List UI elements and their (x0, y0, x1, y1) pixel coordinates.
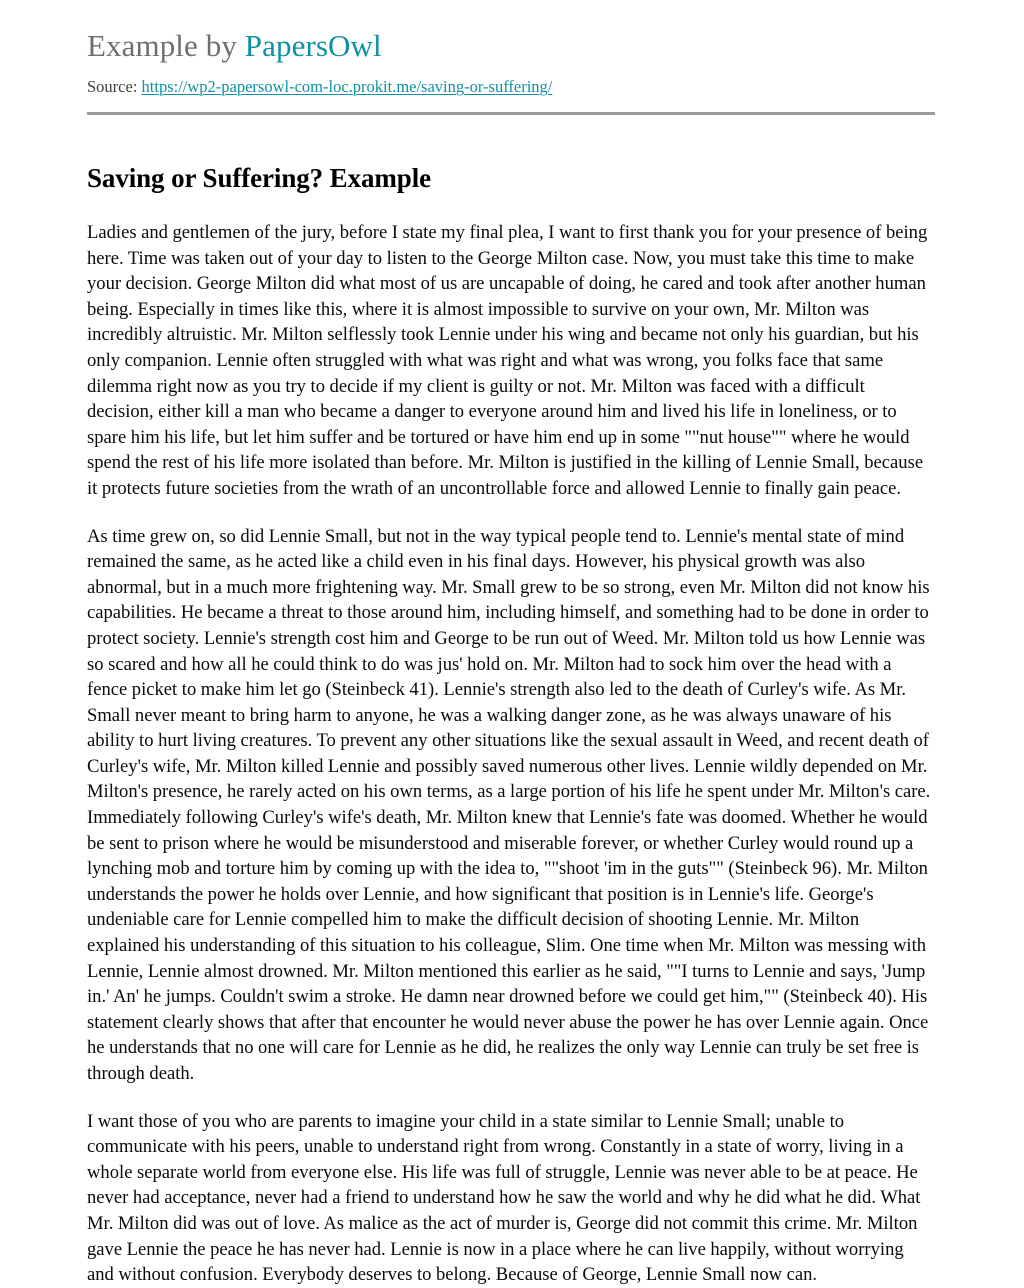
brand-heading (87, 26, 935, 66)
article-body (87, 162, 935, 1288)
source-line (87, 76, 935, 98)
article-paragraph: I want those of you who are parents to imagine your child in a state similar to Lennie Small; unable to communicate with his peers, unable to understand right from wrong. Constantly in a state of worry, living in a whole separate world from everyone else. His life was full of struggle, Lennie was never able to be at peace. He never had acceptance, never had a friend to understand how he saw the world and why he did what he did. What Mr. Milton did was out of love. As malice as the act of murder is, George did not commit this crime. Mr. Milton gave Lennie the peace he has never had. Lennie is now in a place where he can live happily, without worrying and without confusion. Everybody deserves to belong. Because of George, Lennie Small now can. (87, 1110, 921, 1286)
document-header (87, 0, 935, 115)
source-label: Source: (87, 77, 142, 96)
header-divider (87, 112, 935, 115)
article-paragraph: As time grew on, so did Lennie Small, but not in the way typical people tend to. Lennie's mental state of mind remained the same, as he acted like a child even in his final days. However, his physical growth was also abnormal, but in a much more frightening way. Mr. Small grew to be so strong, even Mr. Milton did not know his capabilities. He became a threat to those around him, including himself, and something had to be done in order to protect society. Lennie's strength cost him and George to be run out of Weed. Mr. Milton told us how Lennie was so scared and how all he could think to do was jus' hold on. Mr. Milton had to sock him over the head with a fence picket to make him let go (Steinbeck 41). Lennie's strength also led to the death of Curley's wife. As Mr. Small never meant to bring harm to anyone, he was a walking danger zone, as he was always unaware of his ability to hurt living creatures. To prevent any other situations like the sexual assault in Weed, and recent death of Curley's wife, Mr. Milton killed Lennie and possibly saved numerous other lives. Lennie wildly depended on Mr. Milton's presence, he rarely acted on his own terms, as a large portion of his life he spent under Mr. Milton's care. Immediately following Curley's wife's death, Mr. Milton knew that Lennie's fate was doomed. Whether he would be sent to prison where he would be misunderstood and miserable forever, or whether Curley would round up a lynching mob and torture him by coming up with the idea to, ""shoot 'im in the guts"" (Steinbeck 96). Mr. Milton understands the power he holds over Lennie, and how significant that position is in Lennie's life. George's undeniable care for Lennie compelled him to make the difficult decision of shooting Lennie. Mr. Milton explained his understanding of this situation to his colleague, Slim. One time when Mr. Milton was messing with Lennie, Lennie almost drowned. Mr. Milton mentioned this earlier as he said, ""I turns to Lennie and says, 'Jump in.' An' he jumps. Couldn't swim a stroke. He damn near drowned before we could get him,"" (Steinbeck 40). His statement clearly shows that after that encounter he would never abuse the power he has over Lennie again. Once he understands that no one will care for Lennie as he did, he realizes the only way Lennie can truly be set free is through death. (87, 525, 931, 1084)
article-paragraph: Ladies and gentlemen of the jury, before I state my final plea, I want to first thank you for your presence of being here. Time was taken out of your day to listen to the George Milton case. Now, you must take this time to make your decision. George Milton did what most of us are uncapable of doing, he cared and took after another human being. Especially in times like this, where it is almost impossible to survive on your own, Mr. Milton was incredibly altruistic. Mr. Milton selflessly took Lennie under his wing and became not only his guardian, but his only companion. Lennie often struggled with what was right and what was wrong, you folks face that same dilemma right now as you try to decide if my client is guilty or not. Mr. Milton was faced with a difficult decision, either kill a man who became a danger to everyone around him and lived his life in loneliness, or to spare him his life, but let him suffer and be tortured or have him end up in some ""nut house"" where he would spend the rest of his life more isolated than before. Mr. Milton is justified in the killing of Lennie Small, because it protects future societies from the wrath of an uncontrollable force and allowed Lennie to finally gain peace. (87, 222, 928, 499)
page-title: Saving or Suffering? Example (87, 163, 431, 193)
brand-name-papersowl: PapersOwl (244, 28, 382, 63)
source-url-link[interactable]: https://wp2-papersowl-com-loc.prokit.me/saving-or-suffering/ (141, 77, 553, 96)
brand-prefix-text: Example by (87, 28, 245, 63)
